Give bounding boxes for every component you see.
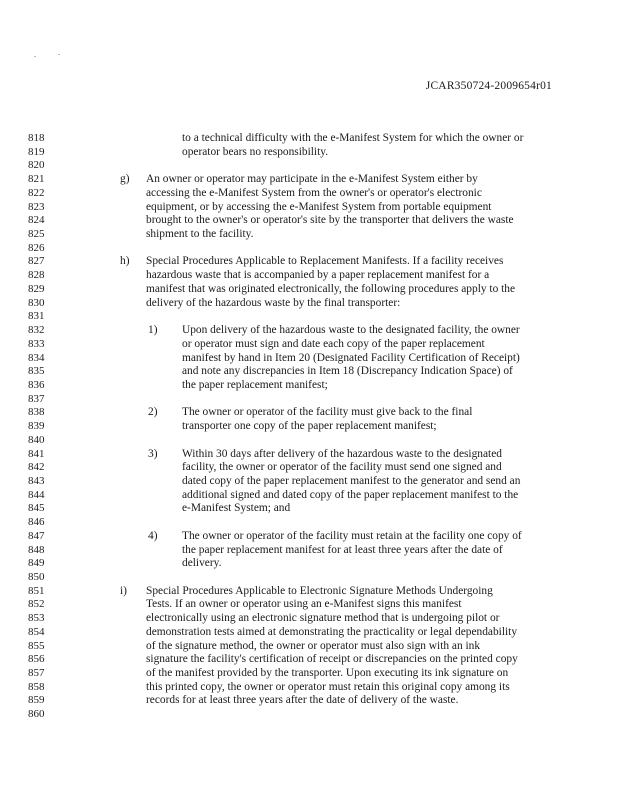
document-line xyxy=(0,310,636,324)
line-number: 824 xyxy=(28,214,45,227)
document-line xyxy=(0,640,636,654)
line-number: 822 xyxy=(28,186,45,199)
line-number: 832 xyxy=(28,324,45,337)
document-line xyxy=(0,146,636,160)
document-line xyxy=(0,283,636,297)
line-number: 858 xyxy=(28,680,45,693)
document-line xyxy=(0,352,636,366)
document-line xyxy=(0,502,636,516)
document-line xyxy=(0,297,636,311)
line-number: 841 xyxy=(28,447,45,460)
line-text: Upon delivery of the hazardous waste to the designated facility, the owner xyxy=(182,324,520,337)
line-text: additional signed and dated copy of the paper replacement manifest to the xyxy=(182,488,519,501)
list-marker: i) xyxy=(120,584,127,597)
line-number: 851 xyxy=(28,584,45,597)
list-marker: g) xyxy=(120,173,130,186)
document-line xyxy=(0,393,636,407)
document-line xyxy=(0,530,636,544)
line-number: 827 xyxy=(28,255,45,268)
document-line xyxy=(0,585,636,599)
line-text: the paper replacement manifest for at least three years after the date of xyxy=(182,543,503,556)
line-number: 840 xyxy=(28,433,45,446)
line-number: 834 xyxy=(28,351,45,364)
line-text: demonstration tests aimed at demonstrating the practicality or legal dependability xyxy=(146,625,518,638)
document-line xyxy=(0,626,636,640)
line-text: transporter one copy of the paper replacement manifest; xyxy=(182,420,437,433)
line-text: The owner or operator of the facility must give back to the final xyxy=(182,406,473,419)
line-number: 825 xyxy=(28,228,45,241)
document-line xyxy=(0,461,636,475)
document-line xyxy=(0,612,636,626)
line-text: equipment, or by accessing the e-Manifest System from portable equipment xyxy=(146,200,492,213)
document-line xyxy=(0,132,636,146)
document-line xyxy=(0,434,636,448)
scan-speck xyxy=(58,54,60,55)
line-number: 854 xyxy=(28,625,45,638)
line-text: brought to the owner's or operator's site by the transporter that delivers the waste xyxy=(146,214,514,227)
list-marker: 2) xyxy=(148,406,158,419)
line-text: Within 30 days after delivery of the hazardous waste to the designated xyxy=(182,447,502,460)
line-text: manifest by hand in Item 20 (Designated Facility Certification of Receipt) xyxy=(182,351,520,364)
list-marker: 1) xyxy=(148,324,158,337)
document-line xyxy=(0,475,636,489)
document-line xyxy=(0,173,636,187)
line-text: facility, the owner or operator of the facility must send one signed and xyxy=(182,461,502,474)
document-line xyxy=(0,598,636,612)
list-marker: 4) xyxy=(148,529,158,542)
line-number: 843 xyxy=(28,474,45,487)
line-text: records for at least three years after the date of delivery of the waste. xyxy=(146,694,459,707)
line-number: 828 xyxy=(28,269,45,282)
line-number: 846 xyxy=(28,516,45,529)
line-text: e-Manifest System; and xyxy=(182,502,291,515)
line-number: 820 xyxy=(28,159,45,172)
document-line xyxy=(0,324,636,338)
document-line xyxy=(0,653,636,667)
document-line xyxy=(0,694,636,708)
line-number: 833 xyxy=(28,337,45,350)
line-number: 853 xyxy=(28,612,45,625)
numbered-lines xyxy=(0,132,636,722)
line-number: 859 xyxy=(28,694,45,707)
line-text: An owner or operator may participate in the e-Manifest System either by xyxy=(146,173,478,186)
document-line xyxy=(0,667,636,681)
line-text: operator bears no responsibility. xyxy=(182,145,329,158)
document-line xyxy=(0,557,636,571)
line-number: 823 xyxy=(28,200,45,213)
line-number: 838 xyxy=(28,406,45,419)
line-number: 836 xyxy=(28,378,45,391)
document-line xyxy=(0,269,636,283)
document-line xyxy=(0,379,636,393)
line-number: 849 xyxy=(28,557,45,570)
document-line xyxy=(0,544,636,558)
line-text: accessing the e-Manifest System from the owner's or operator's electronic xyxy=(146,186,482,199)
line-number: 839 xyxy=(28,420,45,433)
line-number: 847 xyxy=(28,529,45,542)
line-text: and note any discrepancies in Item 18 (Discrepancy Indication Space) of xyxy=(182,365,513,378)
document-line xyxy=(0,187,636,201)
line-number: 829 xyxy=(28,282,45,295)
line-text: delivery. xyxy=(182,557,222,570)
line-number: 821 xyxy=(28,173,45,186)
line-text: of the signature method, the owner or operator must also sign with an ink xyxy=(146,639,481,652)
line-text: signature the facility's certification of receipt or discrepancies on the printed copy xyxy=(146,653,518,666)
document-line xyxy=(0,406,636,420)
line-number: 837 xyxy=(28,392,45,405)
line-text: Tests. If an owner or operator using an e-Manifest signs this manifest xyxy=(146,598,462,611)
line-number: 831 xyxy=(28,310,45,323)
document-line xyxy=(0,255,636,269)
line-text: shipment to the facility. xyxy=(146,228,254,241)
line-text: or operator must sign and date each copy of the paper replacement xyxy=(182,337,485,350)
line-text: Special Procedures Applicable to Electronic Signature Methods Undergoing xyxy=(146,584,493,597)
document-line xyxy=(0,214,636,228)
document-line xyxy=(0,420,636,434)
document-line xyxy=(0,242,636,256)
line-number: 842 xyxy=(28,461,45,474)
line-text: to a technical difficulty with the e-Manifest System for which the owner or xyxy=(182,132,524,144)
line-number: 860 xyxy=(28,708,45,721)
line-number: 848 xyxy=(28,543,45,556)
line-number: 845 xyxy=(28,502,45,515)
line-text: the paper replacement manifest; xyxy=(182,378,328,391)
document-line xyxy=(0,708,636,722)
line-text: electronically using an electronic signature method that is undergoing pilot or xyxy=(146,612,500,625)
line-number: 852 xyxy=(28,598,45,611)
document-line xyxy=(0,516,636,530)
document-line xyxy=(0,571,636,585)
line-number: 857 xyxy=(28,667,45,680)
document-line xyxy=(0,159,636,173)
line-text: of the manifest provided by the transporter. Upon executing its ink signature on xyxy=(146,667,509,680)
line-number: 818 xyxy=(28,132,45,144)
line-text: The owner or operator of the facility must retain at the facility one copy of xyxy=(182,529,522,542)
list-marker: 3) xyxy=(148,447,158,460)
document-line xyxy=(0,201,636,215)
line-text: dated copy of the paper replacement manifest to the generator and send an xyxy=(182,474,521,487)
line-text: hazardous waste that is accompanied by a paper replacement manifest for a xyxy=(146,269,490,282)
document-id: JCAR350724-2009654r01 xyxy=(425,80,552,92)
line-number: 855 xyxy=(28,639,45,652)
line-number: 844 xyxy=(28,488,45,501)
document-line xyxy=(0,681,636,695)
document-line xyxy=(0,365,636,379)
document-line xyxy=(0,489,636,503)
line-text: Special Procedures Applicable to Replacement Manifests. If a facility receives xyxy=(146,255,504,268)
line-number: 850 xyxy=(28,571,45,583)
line-number: 835 xyxy=(28,365,45,378)
line-text: this printed copy, the owner or operator must retain this original copy among its xyxy=(146,680,510,693)
document-line xyxy=(0,338,636,352)
line-number: 819 xyxy=(28,145,45,158)
document-line xyxy=(0,448,636,462)
line-text: delivery of the hazardous waste by the final transporter: xyxy=(146,296,401,309)
list-marker: h) xyxy=(120,255,130,268)
line-text: manifest that was originated electronically, the following procedures apply to the xyxy=(146,282,516,295)
document-line xyxy=(0,228,636,242)
line-number: 856 xyxy=(28,653,45,666)
scan-speck xyxy=(34,56,36,57)
line-number: 830 xyxy=(28,296,45,309)
line-number: 826 xyxy=(28,241,45,254)
